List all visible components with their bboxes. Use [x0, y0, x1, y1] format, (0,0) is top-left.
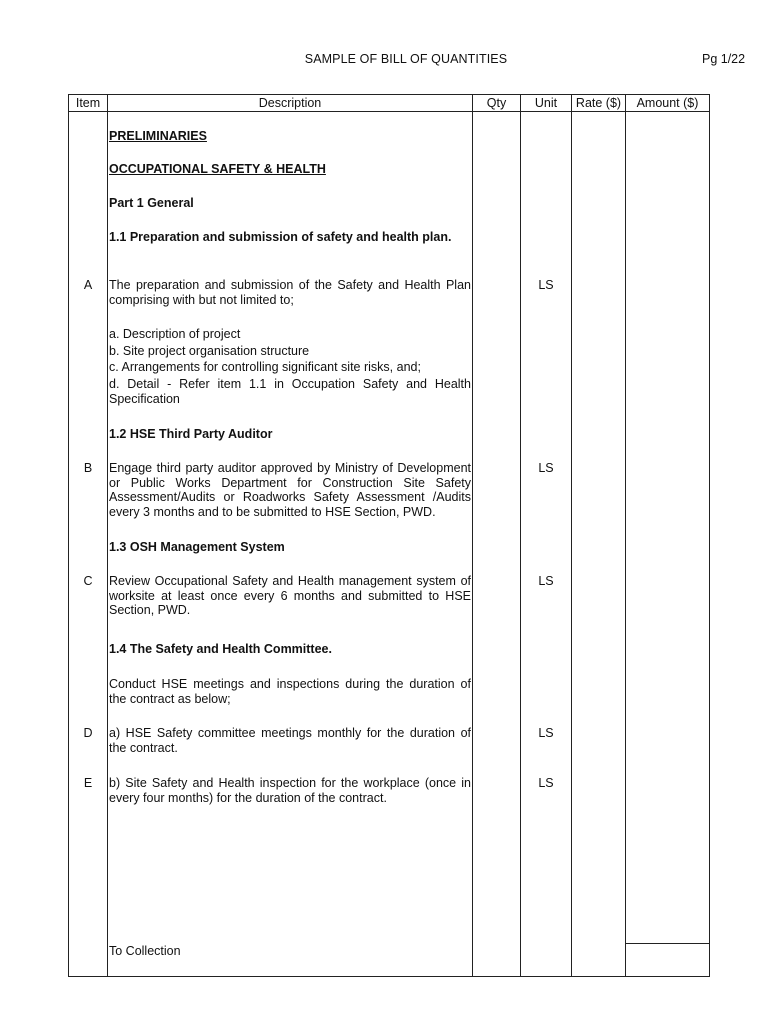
- header-description: Description: [258, 96, 322, 110]
- table-bottom-border: [68, 976, 710, 977]
- item-c-unit: LS: [538, 574, 554, 588]
- committee-intro: Conduct HSE meetings and inspections during the duration of the contract as below;: [109, 677, 471, 706]
- header-bottom-border: [68, 111, 710, 112]
- heading-1-1: 1.1 Preparation and submission of safety and health plan.: [109, 230, 452, 244]
- col-divider-item: [107, 94, 108, 977]
- item-b-label: B: [83, 461, 93, 475]
- col-divider-description: [472, 94, 473, 977]
- item-a-unit: LS: [538, 278, 554, 292]
- item-e-description: b) Site Safety and Health inspection for the workplace (once in every four months) for the duration of the contract.: [109, 776, 471, 805]
- col-divider-qty: [520, 94, 521, 977]
- page-number: Pg 1/22: [702, 52, 746, 66]
- item-a-subitem: a. Description of project: [109, 327, 241, 341]
- item-a-subitem: c. Arrangements for controlling significant site risks, and;: [109, 360, 421, 374]
- item-d-description: a) HSE Safety committee meetings monthly for the duration of the contract.: [109, 726, 471, 755]
- item-a-subitem: d. Detail - Refer item 1.1 in Occupation Safety and Health Specification: [109, 377, 471, 406]
- item-c-description: Review Occupational Safety and Health management system of worksite at least once every 6 months and submitted to HSE Section, PWD.: [109, 574, 471, 617]
- col-divider-rate: [625, 94, 626, 977]
- table-top-border: [68, 94, 710, 95]
- item-e-unit: LS: [538, 776, 554, 790]
- amount-total-line: [625, 943, 710, 944]
- item-b-unit: LS: [538, 461, 554, 475]
- item-a-subitem: b. Site project organisation structure: [109, 344, 310, 358]
- heading-1-4: 1.4 The Safety and Health Committee.: [109, 642, 332, 656]
- heading-osh: OCCUPATIONAL SAFETY & HEALTH: [109, 162, 326, 176]
- item-d-unit: LS: [538, 726, 554, 740]
- header-rate: Rate ($): [575, 96, 622, 110]
- header-unit: Unit: [534, 96, 558, 110]
- item-d-label: D: [83, 726, 93, 740]
- header-item: Item: [75, 96, 101, 110]
- heading-1-3: 1.3 OSH Management System: [109, 540, 285, 554]
- item-b-description: Engage third party auditor approved by Ministry of Development or Public Works Department for Construction Site Safety Assessment/Audits or Roadworks Safety Assessment /Audits every 3 months and to be submitted to HSE Section, PWD.: [109, 461, 471, 519]
- item-e-label: E: [83, 776, 93, 790]
- header-amount: Amount ($): [636, 96, 699, 110]
- heading-part1: Part 1 General: [109, 196, 194, 210]
- table-right-border: [709, 94, 710, 977]
- col-divider-unit: [571, 94, 572, 977]
- to-collection-label: To Collection: [109, 944, 181, 958]
- document-title: SAMPLE OF BILL OF QUANTITIES: [304, 52, 508, 66]
- header-qty: Qty: [486, 96, 507, 110]
- item-c-label: C: [83, 574, 93, 588]
- heading-1-2: 1.2 HSE Third Party Auditor: [109, 427, 273, 441]
- item-a-description: The preparation and submission of the Safety and Health Plan comprising with but not limited to;: [109, 278, 471, 307]
- item-a-label: A: [83, 278, 93, 292]
- table-left-border: [68, 94, 69, 977]
- heading-preliminaries: PRELIMINARIES: [109, 129, 207, 143]
